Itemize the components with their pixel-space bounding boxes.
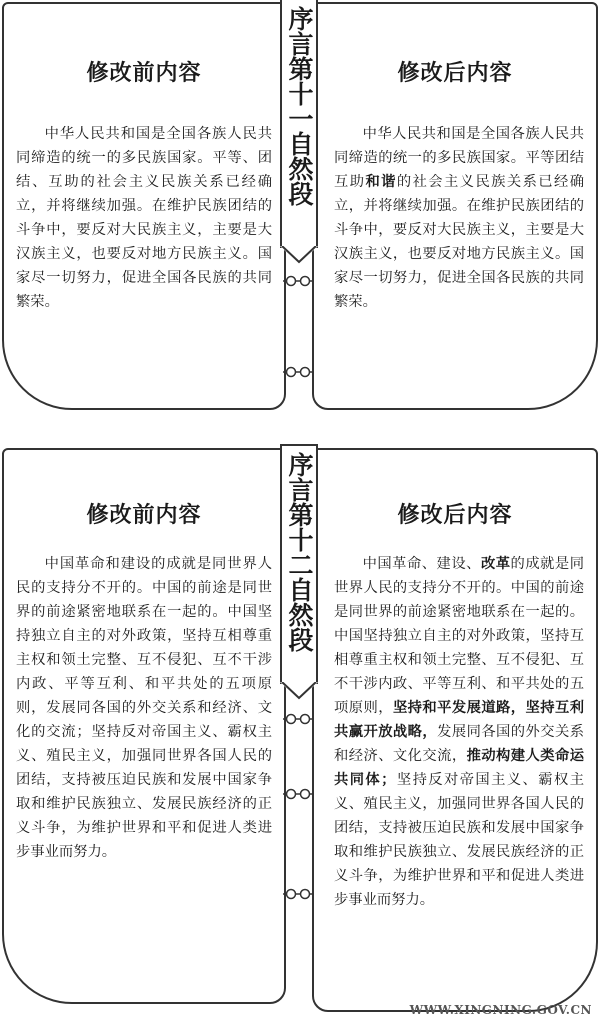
body-text: 中国革命和建设的成就是同世界人民的支持分不开的。中国的前途是同世界的前途紧密地联系在一起的。中国坚持独立自主的对外政策，坚持互相尊重主权和领土完整、互不侵犯、互不干涉内政、平等互利、和平共处的五项原则，发展同各国的外交关系和经济、文化的交流；坚持反对帝国主义、霸权主义、殖民主义，加强同世界各国人民的团结，支持被压迫民族和发展中国家争取和维护民族独立、发展民族经济的正义斗争，为维护世界和平和促进人类进步事业而努力。 xyxy=(16,556,272,860)
ribbon-tail xyxy=(280,682,318,700)
section-paragraph-11 xyxy=(0,0,600,420)
body-text: 坚持反对帝国主义、霸权主义、殖民主义，加强同世界各国人民的团结，支持被压迫民族和发展中国家争取和维护民族独立、发展民族经济的正义斗争，为维护世界和平和促进人类进步事业而努力。 xyxy=(334,772,584,908)
page-body-before xyxy=(16,552,272,864)
binding-ring-icon xyxy=(283,788,313,800)
page-title-before: 修改前内容 xyxy=(86,503,202,528)
ribbon-bookmark xyxy=(280,0,318,248)
highlighted-text: 推动构建人类命运共同体； xyxy=(334,748,585,788)
left-page-before xyxy=(2,2,286,410)
page-title-before: 修改前内容 xyxy=(86,61,202,86)
ribbon-label: 序言第十一自然段 xyxy=(285,6,314,206)
ribbon-tail xyxy=(280,246,318,264)
page-body-before xyxy=(16,122,272,314)
body-text: 中国革命、建设、 xyxy=(362,556,481,572)
page-title-after: 修改后内容 xyxy=(397,503,513,528)
body-text: 的社会主义民族关系已经确立，并将继续加强。在维护民族团结的斗争中，要反对大民族主义，主要是大汉族主义，也要反对地方民族主义。国家尽一切努力，促进全国各民族的共同繁荣。 xyxy=(334,174,585,310)
binding-ring-icon xyxy=(283,366,313,378)
site-watermark: WWW.XINGNING.GOV.CN xyxy=(409,1003,592,1017)
body-text: 发展同各国的外交关系和经济、文化交流， xyxy=(334,724,585,764)
ribbon-bookmark xyxy=(280,444,318,684)
page-body-after xyxy=(334,122,584,314)
ribbon-label: 序言第十二自然段 xyxy=(285,452,314,652)
section-paragraph-12 xyxy=(0,440,600,1021)
body-text: 的成就是同世界人民的支持分不开的。中国的前途是同世界的前途紧密地联系在一起的。中国坚持独立自主的对外政策，坚持互相尊重主权和领土完整、互不侵犯、互不干涉内政、平等互利、和平共处的五项原则， xyxy=(334,556,585,716)
highlighted-text: 改革 xyxy=(480,556,511,572)
binding-ring-icon xyxy=(283,888,313,900)
highlighted-text: 和谐 xyxy=(365,174,397,190)
body-text: 中华人民共和国是全国各族人民共同缔造的统一的多民族国家。平等、团结、互助的社会主义民族关系已经确立，并将继续加强。在维护民族团结的斗争中，要反对大民族主义，主要是大汉族主义，也要反对地方民族主义。国家尽一切努力，促进全国各民族的共同繁荣。 xyxy=(16,126,272,310)
right-page-after xyxy=(312,448,598,1012)
body-text: 中华人民共和国是全国各族人民共同缔造的统一的多民族国家。平等团结互助 xyxy=(334,126,584,190)
left-page-before xyxy=(2,448,286,1004)
binding-ring-icon xyxy=(283,275,313,287)
binding-ring-icon xyxy=(283,713,313,725)
page-title-after: 修改后内容 xyxy=(397,61,513,86)
highlighted-text: 坚持和平发展道路，坚持互利共赢开放战略， xyxy=(334,700,585,740)
right-page-after xyxy=(312,2,598,410)
page-body-after xyxy=(334,552,584,912)
